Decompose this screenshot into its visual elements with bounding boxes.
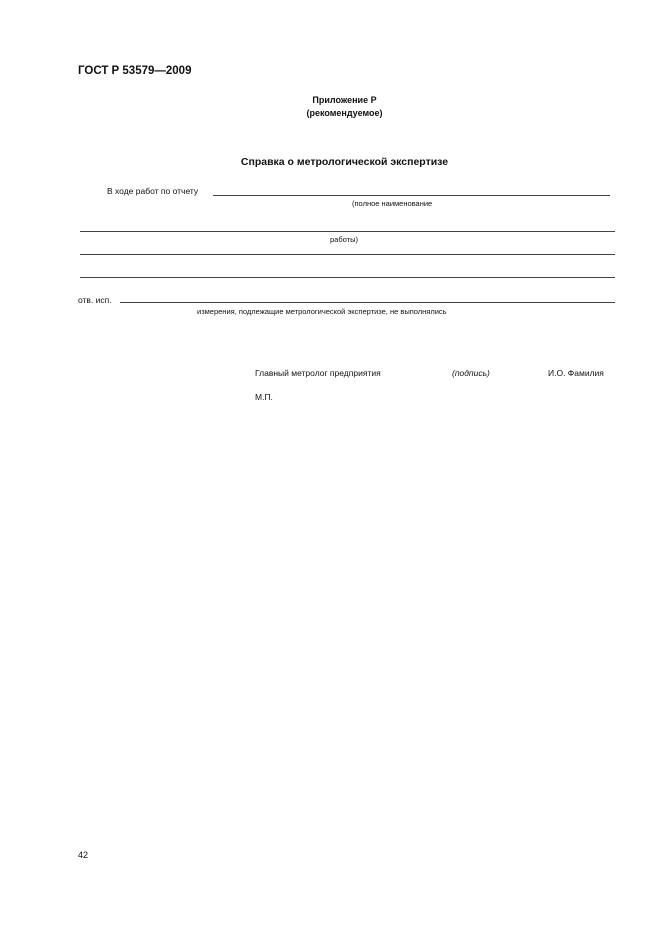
signature-name: И.О. Фамилия bbox=[548, 368, 604, 378]
work-name-line bbox=[80, 231, 615, 232]
caption-full-name: (полное наименование bbox=[352, 199, 433, 208]
appendix-note: (рекомендуемое) bbox=[306, 108, 383, 118]
blank-line-2 bbox=[80, 277, 615, 278]
report-name-line bbox=[213, 195, 610, 196]
form-title: Справка о метрологической экспертизе bbox=[240, 156, 449, 168]
caption-measurements: измерения, подлежащие метрологической экспертизе, не выполнялись bbox=[197, 307, 447, 316]
intro-label: В ходе работ по отчету bbox=[107, 186, 199, 196]
responsible-line bbox=[120, 302, 615, 303]
blank-line-1 bbox=[80, 254, 615, 255]
signature-role: Главный метролог предприятия bbox=[255, 368, 381, 378]
appendix-title: Приложение Р bbox=[312, 95, 377, 105]
page-number: 42 bbox=[78, 850, 89, 860]
responsible-label: отв. исп. bbox=[78, 295, 112, 305]
caption-work: работы) bbox=[330, 235, 358, 244]
stamp-mark: М.П. bbox=[255, 392, 273, 402]
signature-placeholder: (подпись) bbox=[452, 368, 490, 378]
document-code: ГОСТ Р 53579—2009 bbox=[78, 65, 192, 77]
